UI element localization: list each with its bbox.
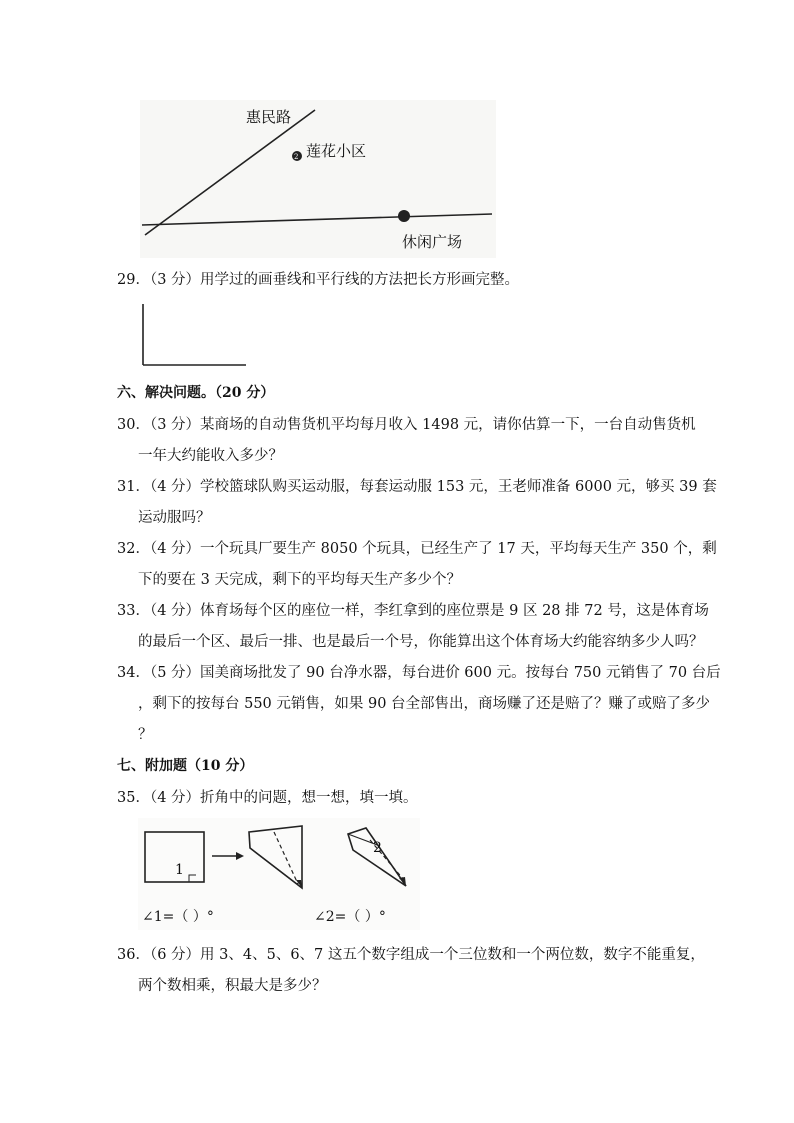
question-33-line-2: 的最后一个区、最后一排、也是最后一个号，你能算出这个体育场大约能容纳多少人吗？ [138,634,704,650]
section-7-title: 七、附加题（10 分） [117,758,254,774]
huimin-road-line [145,110,315,235]
rectangle-sides [140,302,250,368]
right-angle-mark [189,875,196,882]
section-6-title: 六、解决问题。（20 分） [117,385,275,401]
incomplete-rectangle-figure [140,302,250,368]
question-34-line-3: ？ [138,727,153,743]
question-32-line-1: 32．（4 分）一个玩具厂要生产 8050 个玩具，已经生产了 17 天，平均每天生产 350 个，剩 [117,541,717,557]
angle-2-marker: 2 [373,840,382,856]
folding-figure [138,818,420,930]
map-figure [140,100,496,258]
question-31-line-1: 31．（4 分）学校篮球队购买运动服，每套运动服 153 元，王老师准备 6000 元，够买 39 套 [117,479,717,495]
arrow-head [236,852,244,860]
question-34-line-1: 34．（5 分）国美商场批发了 90 台净水器，每台进价 600 元。按每台 750 元销售了 70 台后 [117,665,721,681]
community-marker-number: 2 [294,153,299,161]
question-33-line-1: 33．（4 分）体育场每个区的座位一样，李红拿到的座位票是 9 区 28 排 72 号，这是体育场 [117,603,709,619]
question-34-line-2: ，剩下的按每台 550 元销售，如果 90 台全部售出，商场赚了还是赔了？赚了或赔了多少 [138,696,711,712]
plaza-road-line [142,214,492,225]
plaza-label: 休闲广场 [402,233,463,251]
question-29: 29．（3 分）用学过的画垂线和平行线的方法把长方形画完整。 [117,272,520,288]
question-30-line-2: 一年大约能收入多少？ [138,448,283,464]
question-36-line-2: 两个数相乘，积最大是多少？ [138,978,327,994]
question-36-line-1: 36．（6 分）用 3、4、5、6、7 这五个数字组成一个三位数和一个两位数，数字不能重复， [117,947,705,963]
question-30-line-1: 30．（3 分）某商场的自动售货机平均每月收入 1498 元，请你估算一下，一台自动售货机 [117,417,696,433]
question-32-line-2: 下的要在 3 天完成，剩下的平均每天生产多少个？ [138,572,461,588]
road-label: 惠民路 [246,108,292,126]
plaza-point [398,210,410,222]
angle-2-blank: ∠2=（ ）° [314,909,386,925]
angle-1-blank: ∠1=（ ）° [142,909,214,925]
community-label: 莲花小区 [306,142,367,160]
question-35: 35．（4 分）折角中的问题，想一想，填一填。 [117,790,418,806]
question-31-line-2: 运动服吗？ [138,510,211,526]
angle-1-marker: 1 [175,862,184,878]
